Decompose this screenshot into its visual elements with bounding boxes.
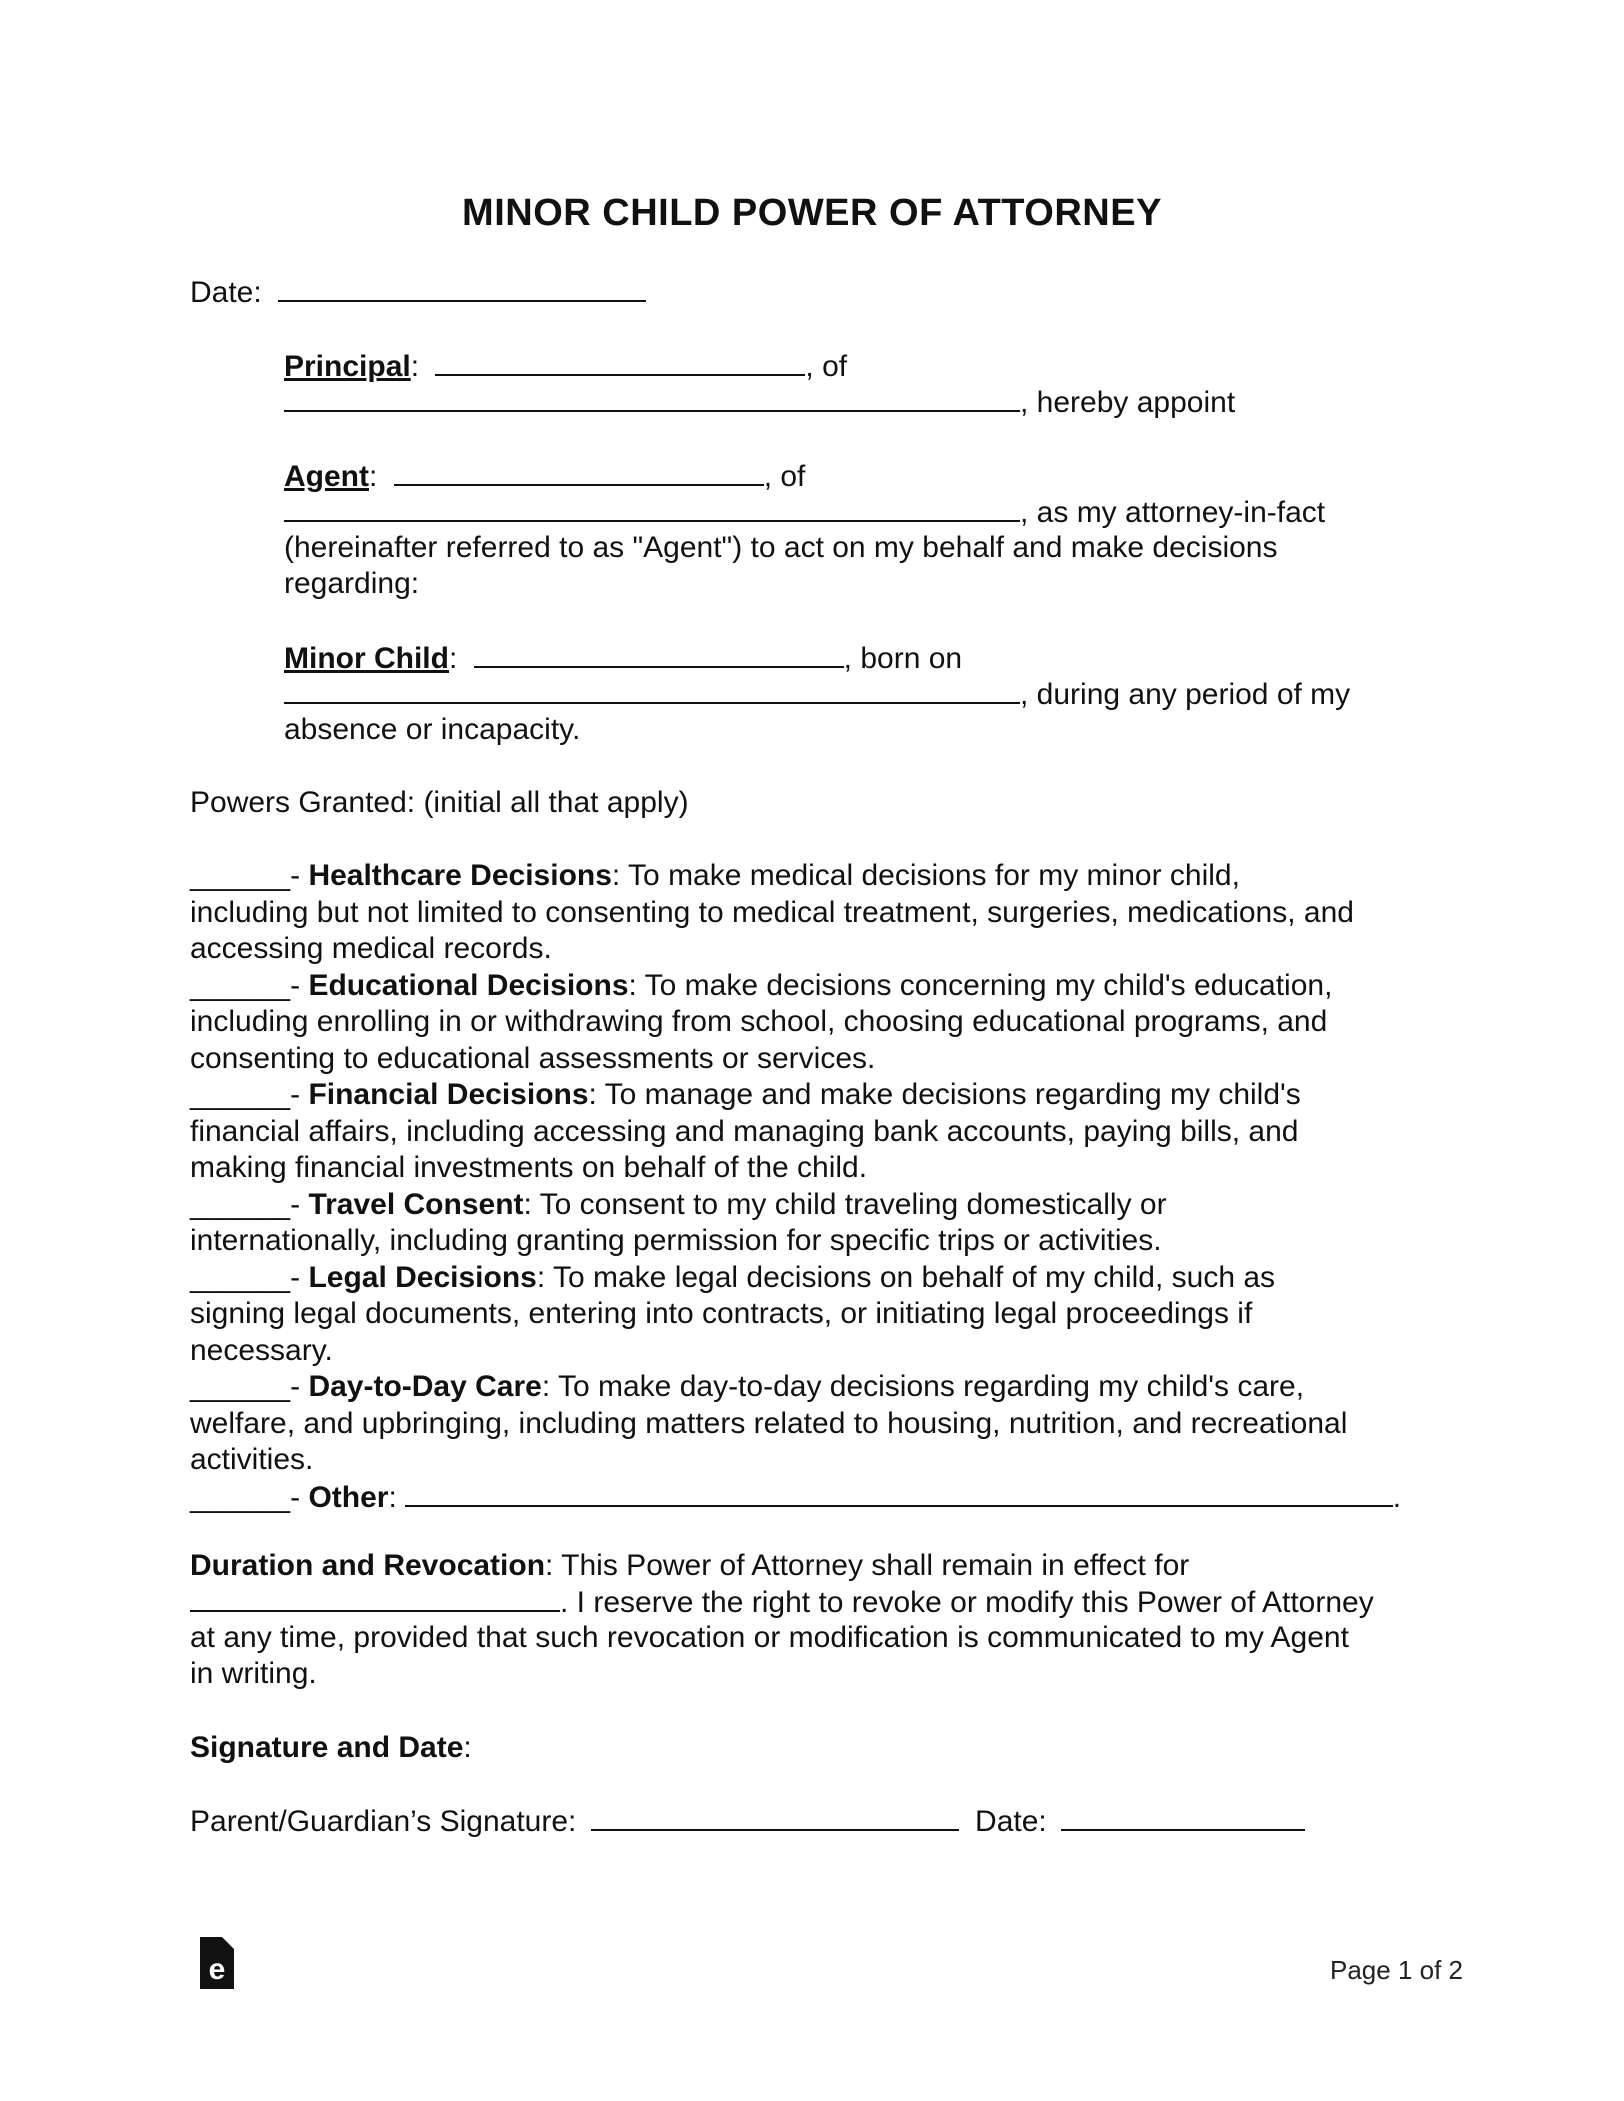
power-description-line: consenting to educational assessments or services.: [190, 1042, 876, 1075]
power-initial-field[interactable]: ______-: [190, 1261, 309, 1294]
agent-line: Agent: , of: [284, 460, 806, 493]
date-line: [190, 274, 646, 311]
power-item: [190, 1187, 1167, 1223]
power-name: Other: [308, 1481, 389, 1514]
duration-line-1: [190, 1548, 1189, 1584]
signature-field[interactable]: [591, 1803, 959, 1831]
signature-line: [190, 1803, 1305, 1840]
power-item: [190, 858, 1240, 894]
power-description-line: including enrolling in or withdrawing from school, choosing educational programs, and: [190, 1005, 1328, 1038]
power-item: [190, 1479, 1401, 1516]
agent-regarding-line: regarding:: [284, 567, 420, 600]
power-item: [190, 1077, 1301, 1113]
minor-child-label: Minor Child: [284, 642, 449, 675]
power-item: [190, 968, 1332, 1004]
principal-address-field[interactable]: [284, 384, 1020, 412]
svg-text:e: e: [208, 1953, 226, 1986]
page-number: Page 1 of 2: [1330, 1955, 1463, 1985]
power-name: Legal Decisions: [308, 1261, 537, 1294]
power-name: Travel Consent: [308, 1188, 524, 1221]
duration-field[interactable]: [190, 1584, 560, 1612]
power-name: Healthcare Decisions: [308, 859, 612, 892]
power-description-line: making financial investments on behalf of the child.: [190, 1151, 868, 1184]
minor-child-born-text: , born on: [843, 642, 963, 675]
power-name: Educational Decisions: [308, 969, 629, 1002]
power-description-line: financial affairs, including accessing and managing bank accounts, paying bills, and: [190, 1115, 1299, 1148]
date-label: Date:: [190, 276, 262, 309]
agent-label: Agent: [284, 460, 369, 493]
other-period: .: [1392, 1481, 1402, 1514]
duration-line-3: at any time, provided that such revocation or modification is communicated to my Agent: [190, 1621, 1349, 1654]
power-description-line: necessary.: [190, 1334, 333, 1367]
agent-name-field[interactable]: [394, 458, 764, 486]
principal-of-text: , of: [805, 350, 848, 383]
date-field[interactable]: [278, 274, 646, 302]
power-initial-field[interactable]: ______-: [190, 969, 309, 1002]
power-description-line: welfare, and upbringing, including matters related to housing, nutrition, and recreational: [190, 1407, 1348, 1440]
principal-appoint-text: , hereby appoint: [1020, 386, 1236, 419]
powers-heading: Powers Granted: (initial all that apply): [190, 786, 689, 819]
power-description: : To make medical decisions for my minor child,: [611, 859, 1240, 892]
signature-label: Parent/Guardian’s Signature:: [190, 1805, 577, 1838]
duration-line-4: in writing.: [190, 1657, 317, 1690]
power-item: [190, 1260, 1275, 1296]
power-description: : To make legal decisions on behalf of my child, such as: [536, 1261, 1276, 1294]
power-name: Financial Decisions: [308, 1078, 589, 1111]
duration-line-2: [190, 1584, 1374, 1621]
other-power-field[interactable]: [405, 1479, 1393, 1507]
power-initial-field[interactable]: ______-: [190, 1481, 309, 1514]
principal-address-line: [284, 384, 1235, 421]
principal-label: Principal: [284, 350, 411, 383]
duration-text-2: . I reserve the right to revoke or modify this Power of Attorney: [560, 1586, 1374, 1619]
principal-name-field[interactable]: [435, 348, 805, 376]
agent-attorney-text: , as my attorney-in-fact: [1020, 496, 1326, 529]
agent-address-line: [284, 494, 1325, 531]
minor-child-birth-line: [284, 676, 1350, 713]
principal-line: Principal: , of: [284, 350, 848, 383]
signature-heading-colon: :: [463, 1731, 472, 1764]
power-description: : To make decisions concerning my child's education,: [628, 969, 1333, 1002]
minor-child-absence-line: absence or incapacity.: [284, 713, 581, 746]
signature-date-field[interactable]: [1061, 1803, 1305, 1831]
document-logo-icon: [200, 1937, 234, 1989]
duration-label: Duration and Revocation: [190, 1549, 546, 1582]
signature-heading: Signature and Date: [190, 1731, 464, 1764]
agent-address-field[interactable]: [284, 494, 1020, 522]
agent-description-line: (hereinafter referred to as "Agent") to act on my behalf and make decisions: [284, 531, 1278, 564]
minor-child-name-field[interactable]: [474, 640, 844, 668]
power-description: : To make day-to-day decisions regarding my child's care,: [541, 1370, 1305, 1403]
power-description-line: activities.: [190, 1443, 314, 1476]
power-description-line: including but not limited to consenting to medical treatment, surgeries, medications, and: [190, 896, 1354, 929]
power-initial-field[interactable]: ______-: [190, 1078, 309, 1111]
minor-child-line: Minor Child: , born on: [284, 642, 963, 675]
power-initial-field[interactable]: ______-: [190, 1188, 309, 1221]
minor-child-birthdate-field[interactable]: [284, 676, 1020, 704]
power-initial-field[interactable]: ______-: [190, 859, 309, 892]
document-title: MINOR CHILD POWER OF ATTORNEY: [462, 192, 1162, 234]
duration-text-1: : This Power of Attorney shall remain in effect for: [545, 1549, 1190, 1582]
power-description-line: signing legal documents, entering into contracts, or initiating legal proceedings if: [190, 1297, 1253, 1330]
power-item: [190, 1369, 1304, 1405]
minor-child-period-text: , during any period of my: [1020, 678, 1351, 711]
agent-of-text: , of: [763, 460, 806, 493]
signature-heading-line: [190, 1730, 472, 1766]
signature-date-label: Date:: [975, 1805, 1047, 1838]
power-name: Day-to-Day Care: [308, 1370, 542, 1403]
power-initial-field[interactable]: ______-: [190, 1370, 309, 1403]
power-description: : To consent to my child traveling domestically or: [523, 1188, 1167, 1221]
power-description: :: [388, 1481, 397, 1514]
power-description-line: internationally, including granting permission for specific trips or activities.: [190, 1224, 1162, 1257]
power-description: : To manage and make decisions regarding my child's: [588, 1078, 1301, 1111]
power-description-line: accessing medical records.: [190, 932, 552, 965]
